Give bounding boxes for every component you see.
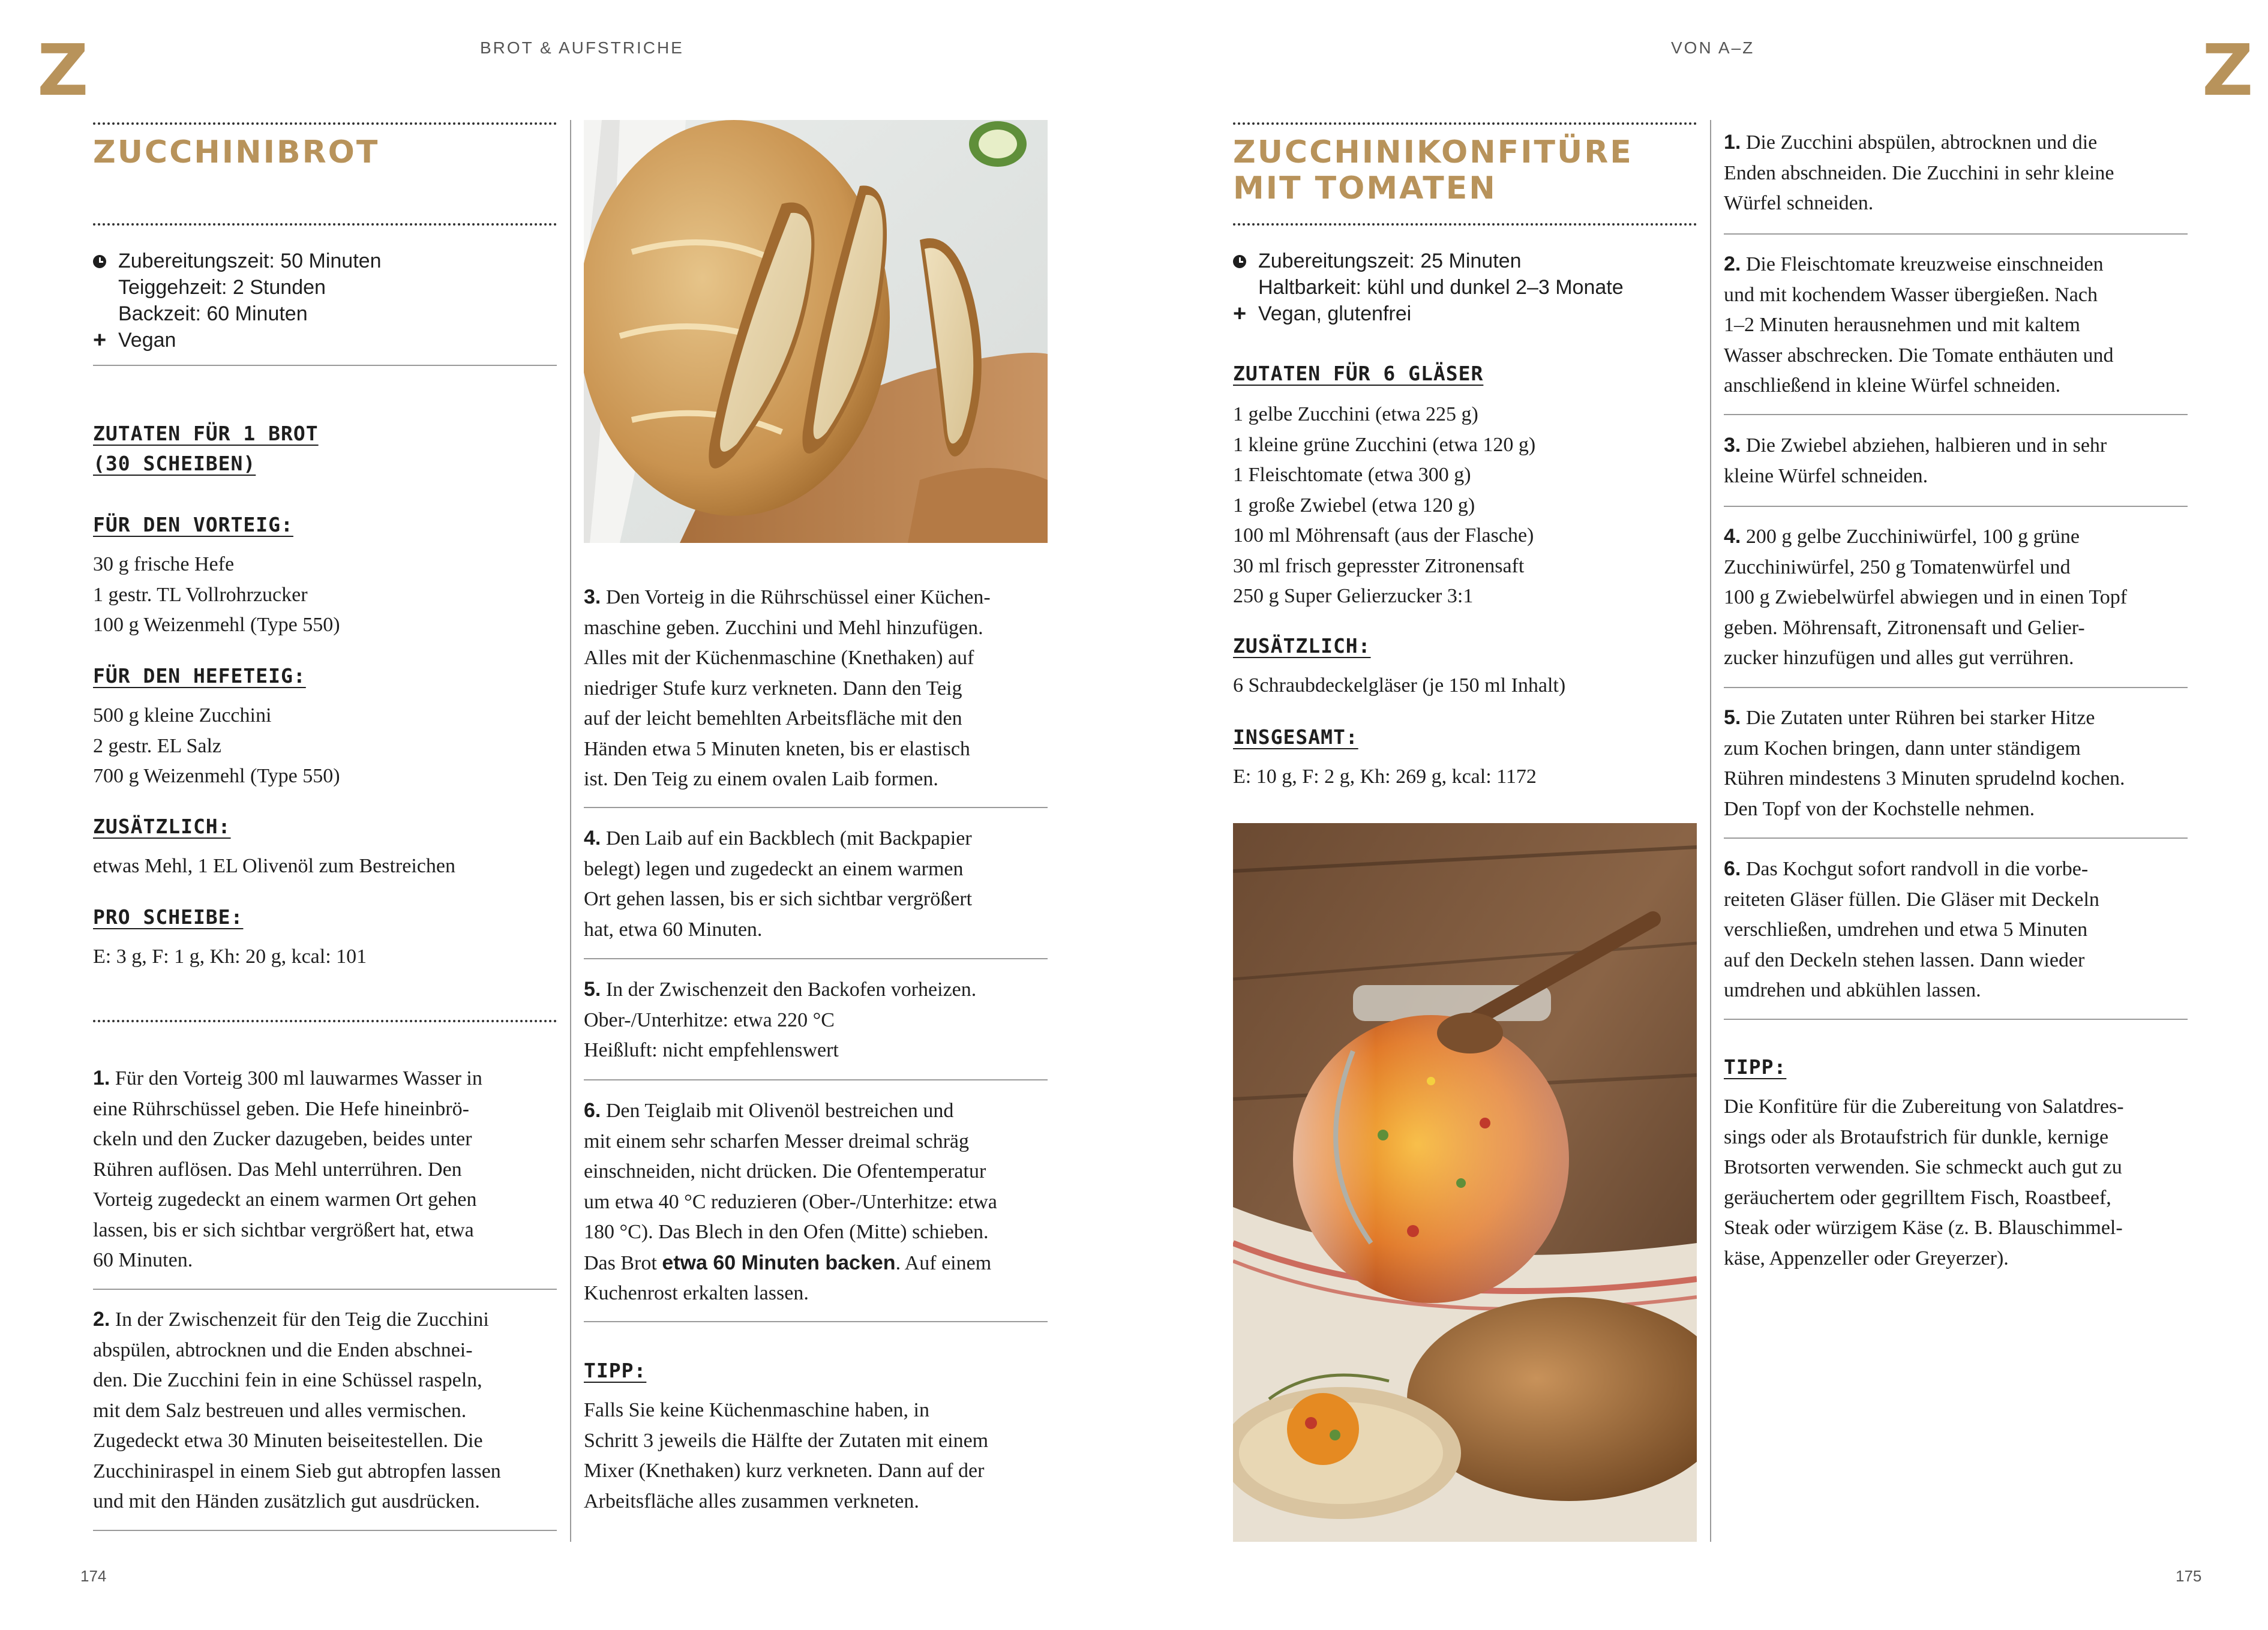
running-head-right: VON A–Z [1671, 38, 1755, 57]
list-item: 1 kleine grüne Zucchini (etwa 120 g) [1233, 433, 1536, 456]
ingredients-heading-right: ZUTATEN FÜR 6 GLÄSER [1233, 362, 1484, 385]
step-4-right: 4. 200 g gelbe Zucchiniwürfel, 100 g grüne Zucchiniwürfel, 250 g Tomatenwürfel und 100 g Zwiebelwürfel abwiegen und in einen Topf geben. Möhrensaft, Zitronensaft und Gelier- zucker hinzufügen und alles gut verrühren. [1724, 525, 2128, 669]
plus-icon: + [1233, 301, 1247, 326]
list-item: 1 gelbe Zucchini (etwa 225 g) [1233, 403, 1478, 425]
extra-text-left: etwas Mehl, 1 EL Olivenöl zum Bestreichen [93, 855, 455, 877]
step-1-right: 1. Die Zucchini abspülen, abtrocknen und die Enden abschneiden. Die Zucchini in sehr kleine Würfel schneiden. [1724, 131, 2114, 214]
divider [584, 1079, 1048, 1080]
zucchinibrot-photo [584, 120, 1048, 543]
ingredients-heading: ZUTATEN FÜR 1 BROT (30 SCHEIBEN) [93, 422, 319, 475]
list-item: 700 g Weizenmehl (Type 550) [93, 765, 340, 787]
list-item: 100 ml Möhrensaft (aus der Flasche) [1233, 524, 1534, 547]
dotted-divider [1233, 223, 1697, 226]
step-3-left: 3. Den Vorteig in die Rührschüssel einer Küchen- maschine geben. Zucchini und Mehl hinzufügen. Alles mit der Küchenmaschine (Knethaken) auf niedriger Stufe kurz verkneten. Dann den Teig auf der leicht bemehlten Arbeitsfläche mit den Händen etwa 5 Minuten kneten, bis er elastisch ist. Den Teig zu einem ovalen Laib formen. [584, 586, 991, 790]
total-text: E: 10 g, F: 2 g, Kh: 269 g, kcal: 1172 [1233, 766, 1537, 788]
tip-heading-left: TIPP: [584, 1359, 647, 1382]
divider [1724, 687, 2188, 688]
dotted-divider [1233, 122, 1697, 125]
vorteig-heading: FÜR DEN VORTEIG: [93, 513, 293, 536]
clock-icon [1233, 255, 1246, 268]
list-item: 500 g kleine Zucchini [93, 704, 272, 727]
divider [93, 1289, 557, 1290]
plus-icon: + [93, 328, 107, 353]
tip-text-right: Die Konfitüre für die Zubereitung von Salatdres- sings oder als Brotaufstrich für dunkle, kernige Brotsorten verwenden. Sie schmeckt auch gut zu geräuchertem oder gegrilltem Fisch, Roastbeef, Steak oder würzigem Käse (z. B. Blauschimmel- käse, Appenzeller oder Greyerzer). [1724, 1095, 2124, 1269]
page-number-right: 175 [2176, 1567, 2202, 1585]
recipe-meta-left: Zubereitungszeit: 50 Minuten Teiggehzeit: 2 Stunden Backzeit: 60 Minuten + Vegan [93, 250, 382, 353]
recipe-title-konfituere: ZUCCHINIKONFITÜRE MIT TOMATEN [1233, 134, 1633, 206]
step-5-left: 5. In der Zwischenzeit den Backofen vorheizen. Ober-/Unterhitze: etwa 220 °C Heißluft: nicht empfehlenswert [584, 978, 977, 1061]
divider [1724, 837, 2188, 839]
hefeteig-heading: FÜR DEN HEFETEIG: [93, 664, 306, 688]
tip-heading-right: TIPP: [1724, 1055, 1787, 1079]
chapter-letter-left: Z [37, 29, 89, 112]
extra-heading-right: ZUSÄTZLICH: [1233, 634, 1371, 658]
tip-text-left: Falls Sie keine Küchenmaschine haben, in Schritt 3 jeweils die Hälfte der Zutaten mit einem Mixer (Knethaken) kurz verkneten. Dann auf der Arbeitsfläche alles zusammen verkneten. [584, 1399, 989, 1512]
extra-heading-left: ZUSÄTZLICH: [93, 815, 231, 838]
divider [1724, 1019, 2188, 1020]
divider [1724, 233, 2188, 235]
dotted-divider [93, 122, 557, 125]
step-6-left: 6. Den Teiglaib mit Olivenöl bestreichen und mit einem sehr scharfen Messer dreimal schräg einschneiden, nicht drücken. Die Ofentemperatur um etwa 40 °C reduzieren (Ober-/Unterhitze: etwa 180 °C). Das Blech in den Ofen (Mitte) schieben. Das Brot etwa 60 Minuten backen. Auf einem Kuchenrost erkalten lassen. [584, 1099, 997, 1304]
divider [1724, 506, 2188, 507]
list-item: 250 g Super Gelierzucker 3:1 [1233, 585, 1474, 607]
list-item: 1 gestr. TL Vollrohrzucker [93, 583, 308, 606]
per-slice-text: E: 3 g, F: 1 g, Kh: 20 g, kcal: 101 [93, 945, 367, 968]
column-divider [1710, 120, 1711, 1542]
divider [584, 1321, 1048, 1322]
recipe-title-zucchinibrot: ZUCCHINIBROT [93, 134, 380, 170]
list-item: 1 Fleischtomate (etwa 300 g) [1233, 464, 1471, 486]
list-item: 1 große Zwiebel (etwa 120 g) [1233, 494, 1475, 517]
running-head-left: BROT & AUFSTRICHE [480, 38, 684, 57]
column-divider [570, 120, 571, 1542]
per-slice-heading: PRO SCHEIBE: [93, 905, 244, 929]
step-2-right: 2. Die Fleischtomate kreuzweise einschneiden und mit kochendem Wasser übergießen. Nach 1–2 Minuten herausnehmen und mit kaltem Wasser abschrecken. Die Tomate enthäuten und anschließend in kleine Würfel schneiden. [1724, 253, 2114, 397]
hefeteig-list [93, 701, 340, 792]
clock-icon [93, 255, 106, 268]
list-item: 30 ml frisch gepresster Zitronensaft [1233, 554, 1525, 577]
step-6-right: 6. Das Kochgut sofort randvoll in die vorbe- reiteten Gläser füllen. Die Gläser mit Deckeln verschließen, umdrehen und etwa 5 Minuten auf den Deckeln stehen lassen. Dann wieder umdrehen und abkühlen lassen. [1724, 857, 2099, 1001]
extra-text-right: 6 Schraubdeckelgläser (je 150 ml Inhalt) [1233, 674, 1566, 697]
divider [93, 365, 557, 366]
list-item: 100 g Weizenmehl (Type 550) [93, 614, 340, 636]
divider [93, 1530, 557, 1531]
dotted-divider [93, 1020, 557, 1022]
bread-illustration [584, 120, 1048, 543]
vorteig-list [93, 550, 340, 641]
step-1-left: 1. Für den Vorteig 300 ml lauwarmes Wasser in eine Rührschüssel geben. Die Hefe hineinbrö- ckeln und den Zucker dazugeben, beides unter Rühren auflösen. Das Mehl unterrühren. Den Vorteig zugedeckt an einem warmen Ort gehen lassen, bis er sich sichtbar vergrößert hat, etwa 60 Minuten. [93, 1067, 482, 1271]
chapter-letter-right: Z [2202, 29, 2254, 112]
page-number-left: 174 [80, 1567, 107, 1585]
divider [584, 807, 1048, 808]
total-heading: INSGESAMT: [1233, 725, 1358, 749]
konfituere-photo [1233, 823, 1697, 1542]
step-3-right: 3. Die Zwiebel abziehen, halbieren und in sehr kleine Würfel schneiden. [1724, 434, 2107, 487]
divider [1724, 414, 2188, 415]
list-item: 2 gestr. EL Salz [93, 734, 222, 757]
step-5-right: 5. Die Zutaten unter Rühren bei starker Hitze zum Kochen bringen, dann unter ständigem Rühren mindestens 3 Minuten sprudelnd kochen. Den Topf von der Kochstelle nehmen. [1724, 706, 2125, 820]
ingredients-list-right [1233, 400, 1535, 612]
jam-jar-illustration [1233, 823, 1697, 1542]
divider [584, 958, 1048, 959]
list-item: 30 g frische Hefe [93, 553, 235, 575]
step-2-left: 2. In der Zwischenzeit für den Teig die Zucchini abspülen, abtrocknen und die Enden abschnei- den. Die Zucchini fein in eine Schüssel raspeln, mit dem Salz bestreuen und alles vermischen. Zugedeckt etwa 30 Minuten beiseitestellen. Die Zucchiniraspel in einem Sieb gut abtropfen lassen und mit den Händen zusätzlich gut ausdrücken. [93, 1308, 501, 1512]
dotted-divider [93, 223, 557, 226]
step-4-left: 4. Den Laib auf ein Backblech (mit Backpapier belegt) legen und zugedeckt an einem warmen Ort gehen lassen, bis er sich sichtbar vergrößert hat, etwa 60 Minuten. [584, 827, 973, 941]
recipe-meta-right: Zubereitungszeit: 25 Minuten Haltbarkeit: kühl und dunkel 2–3 Monate + Vegan, glutenfrei [1233, 250, 1624, 326]
